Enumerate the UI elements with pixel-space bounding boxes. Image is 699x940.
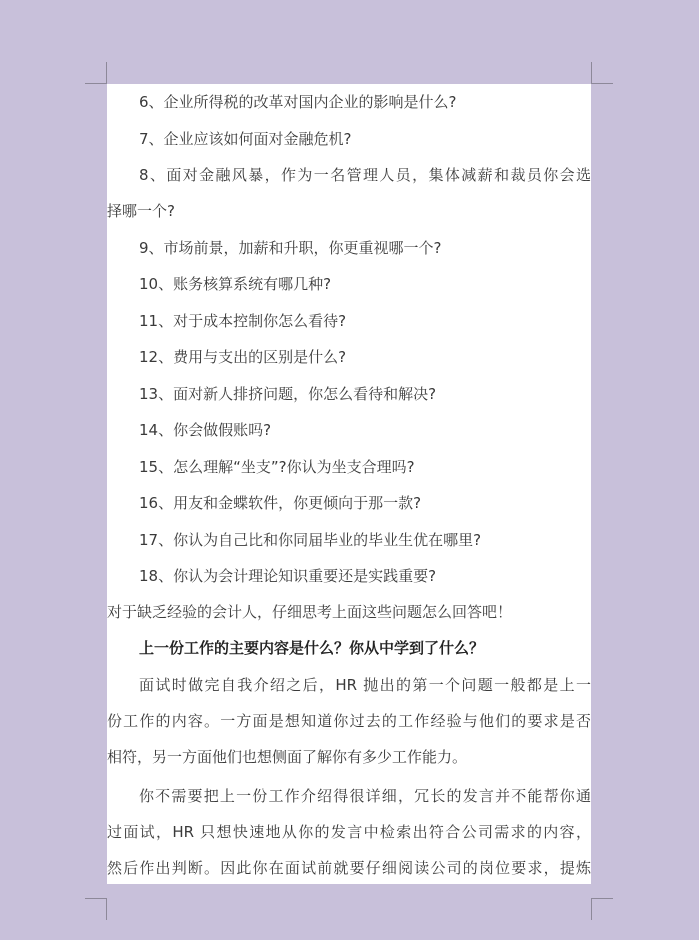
- question-8-line-2: 择哪一个?: [107, 202, 175, 220]
- document-page: [107, 84, 591, 884]
- crop-mark-bottom-right-v: [591, 898, 592, 920]
- paragraph-2-line-1: 你不需要把上一份工作介绍得很详细，冗长的发言并不能帮你通: [139, 787, 591, 805]
- crop-mark-top-right-v: [591, 62, 592, 84]
- summary-text: 对于缺乏经验的会计人，仔细思考上面这些问题怎么回答吧！: [107, 603, 513, 621]
- section-heading: 上一份工作的主要内容是什么？你从中学到了什么？: [139, 639, 485, 657]
- question-9: 9、市场前景，加薪和升职，你更重视哪一个?: [139, 239, 442, 257]
- paragraph-1-line-3: 相符，另一方面他们也想侧面了解你有多少工作能力。: [107, 748, 468, 766]
- crop-mark-top-left-h: [85, 83, 107, 84]
- question-7: 7、企业应该如何面对金融危机?: [139, 130, 352, 148]
- crop-mark-bottom-left-v: [106, 898, 107, 920]
- question-17: 17、你认为自己比和你同届毕业的毕业生优在哪里?: [139, 531, 482, 549]
- question-11: 11、对于成本控制你怎么看待?: [139, 312, 347, 330]
- question-8-line-1: 8、面对金融风暴，作为一名管理人员，集体减薪和裁员你会选: [139, 166, 591, 184]
- question-12: 12、费用与支出的区别是什么?: [139, 348, 347, 366]
- question-18: 18、你认为会计理论知识重要还是实践重要?: [139, 567, 437, 585]
- paragraph-2-line-2: 过面试，HR 只想快速地从你的发言中检索出符合公司需求的内容，: [107, 823, 591, 841]
- paragraph-1-line-1: 面试时做完自我介绍之后，HR 抛出的第一个问题一般都是上一: [139, 676, 591, 694]
- crop-mark-bottom-right-h: [591, 898, 613, 899]
- question-13: 13、面对新人排挤问题，你怎么看待和解决?: [139, 385, 437, 403]
- question-10: 10、账务核算系统有哪几种?: [139, 275, 332, 293]
- question-16: 16、用友和金蝶软件，你更倾向于那一款?: [139, 494, 422, 512]
- question-14: 14、你会做假账吗?: [139, 421, 272, 439]
- paragraph-1-line-2: 份工作的内容。一方面是想知道你过去的工作经验与他们的要求是否: [107, 712, 591, 730]
- crop-mark-top-right-h: [591, 83, 613, 84]
- paragraph-2-line-3: 然后作出判断。因此你在面试前就要仔细阅读公司的岗位要求，提炼: [107, 859, 591, 877]
- question-15: 15、怎么理解“坐支”?你认为坐支合理吗?: [139, 458, 415, 476]
- question-6: 6、企业所得税的改革对国内企业的影响是什么?: [139, 93, 457, 111]
- crop-mark-bottom-left-h: [85, 898, 107, 899]
- crop-mark-top-left-v: [106, 62, 107, 84]
